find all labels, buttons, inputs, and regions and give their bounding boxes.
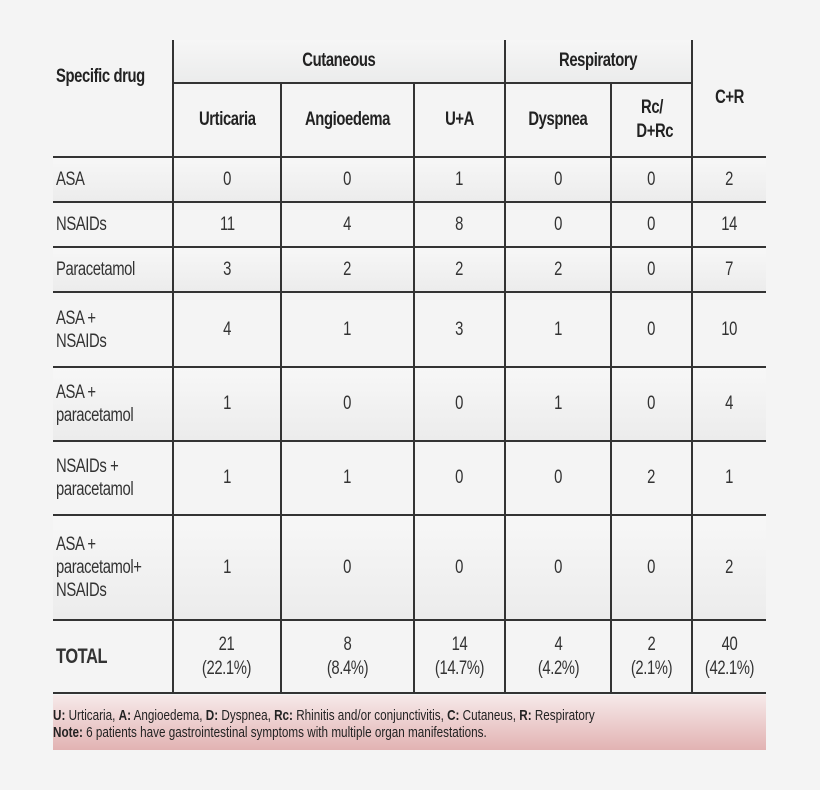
value-cell: 1 [173,515,281,620]
value-cell: 0 [505,515,611,620]
value-cell: 2 [505,247,611,292]
value-cell: 1 [692,441,766,515]
value-cell: 0 [414,441,505,515]
header-rc-d-rc: Rc/ D+Rc [611,83,692,157]
value-cell: 2 [692,515,766,620]
drug-cell: ASA + NSAIDs [53,292,173,367]
value-cell: 0 [505,202,611,247]
total-row [53,620,766,693]
header-u-plus-a: U+A [414,83,505,157]
value-cell: 0 [611,292,692,367]
total-cell: 8 (8.4%) [281,620,414,693]
value-cell: 0 [505,157,611,202]
value-cell: 0 [611,247,692,292]
table-footnote [53,695,766,750]
value-cell: 3 [173,247,281,292]
drug-cell: ASA + paracetamol [53,367,173,441]
table-row [53,292,766,367]
value-cell: 0 [173,157,281,202]
value-cell: 2 [692,157,766,202]
value-cell: 2 [414,247,505,292]
header-urticaria: Urticaria [173,83,281,157]
value-cell: 14 [692,202,766,247]
drug-cell: ASA + paracetamol+ NSAIDs [53,515,173,620]
drug-reaction-table [53,40,766,694]
header-group-cutaneous: Cutaneous [173,40,505,83]
value-cell: 8 [414,202,505,247]
drug-reaction-table-container [53,40,766,694]
header-angioedema: Angioedema [281,83,414,157]
table-row [53,202,766,247]
value-cell: 0 [414,515,505,620]
abbreviation-legend: U: Urticaria, A: Angioedema, D: Dyspnea, Rc: Rhinitis and/or conjunctivitis, C: Cutaneus, R: Respiratory [53,707,595,724]
table-row [53,515,766,620]
value-cell: 4 [692,367,766,441]
value-cell: 4 [281,202,414,247]
value-cell: 0 [414,367,505,441]
value-cell: 3 [414,292,505,367]
drug-cell: Paracetamol [53,247,173,292]
value-cell: 1 [173,441,281,515]
drug-cell: NSAIDs [53,202,173,247]
value-cell: 0 [281,367,414,441]
table-row [53,441,766,515]
total-cell: 21 (22.1%) [173,620,281,693]
value-cell: 4 [173,292,281,367]
value-cell: 0 [281,515,414,620]
table-row [53,247,766,292]
total-cell: 4 (4.2%) [505,620,611,693]
value-cell: 0 [611,515,692,620]
value-cell: 0 [505,441,611,515]
footnote-note: Note: 6 patients have gastrointestinal symptoms with multiple organ manifestations. [53,724,487,741]
value-cell: 7 [692,247,766,292]
value-cell: 0 [611,157,692,202]
total-label: TOTAL [53,620,173,693]
value-cell: 1 [505,292,611,367]
value-cell: 11 [173,202,281,247]
value-cell: 1 [505,367,611,441]
value-cell: 1 [281,292,414,367]
header-specific-drug-label: Specific drug [56,66,145,87]
header-group-respiratory: Respiratory [505,40,692,83]
table-row [53,157,766,202]
value-cell: 0 [611,202,692,247]
total-cell: 40 (42.1%) [692,620,766,693]
value-cell: 2 [611,441,692,515]
header-dyspnea: Dyspnea [505,83,611,157]
value-cell: 1 [281,441,414,515]
table-row [53,367,766,441]
header-specific-drug [53,40,173,157]
drug-cell: ASA [53,157,173,202]
value-cell: 1 [414,157,505,202]
total-cell: 14 (14.7%) [414,620,505,693]
total-cell: 2 (2.1%) [611,620,692,693]
header-c-plus-r: C+R [692,40,766,157]
value-cell: 0 [281,157,414,202]
value-cell: 10 [692,292,766,367]
value-cell: 2 [281,247,414,292]
value-cell: 1 [173,367,281,441]
value-cell: 0 [611,367,692,441]
drug-cell: NSAIDs + paracetamol [53,441,173,515]
